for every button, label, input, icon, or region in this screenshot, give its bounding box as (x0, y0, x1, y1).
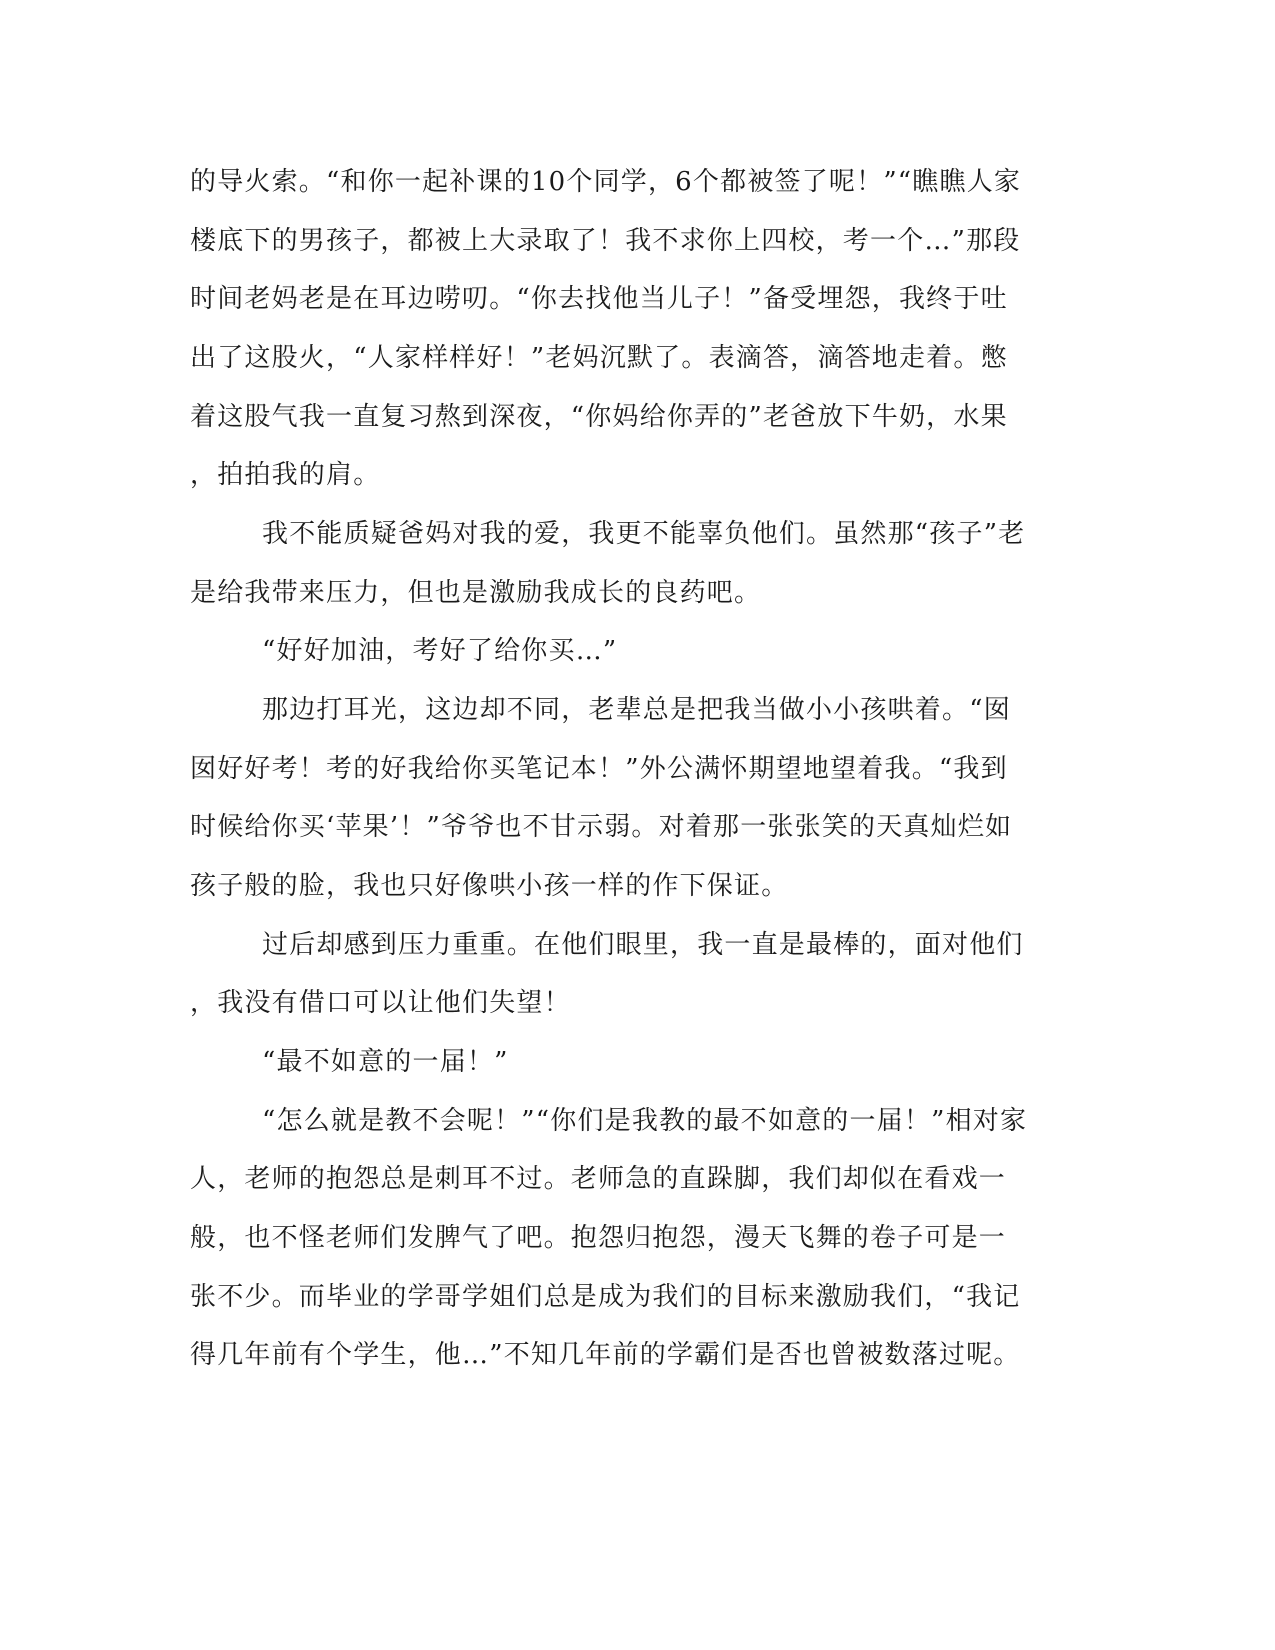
text-line: ，拍拍我的肩。 (190, 460, 381, 490)
text-line: 得几年前有个学生，他…”不知几年前的学霸们是否也曾被数落过呢。 (190, 1340, 1021, 1370)
text-line: “好好加油，考好了给你买…” (262, 636, 618, 666)
text-line: 的导火索。“和你一起补课的10个同学，6个都被签了呢！”“瞧瞧人家 (190, 167, 1022, 197)
text-line: 着这股气我一直复习熬到深夜，“你妈给你弄的”老爸放下牛奶，水果 (190, 402, 1008, 432)
text-line: “怎么就是教不会呢！”“你们是我教的最不如意的一届！”相对家 (262, 1106, 1028, 1136)
text-line: 是给我带来压力，但也是激励我成长的良药吧。 (190, 578, 762, 608)
text-line: 我不能质疑爸妈对我的爱，我更不能辜负他们。虽然那“孩子”老 (262, 519, 1026, 549)
text-line: 张不少。而毕业的学哥学姐们总是成为我们的目标来激励我们，“我记 (190, 1282, 1021, 1312)
text-line: 囡好好考！考的好我给你买笔记本！”外公满怀期望地望着我。“我到 (190, 754, 1008, 784)
text-line: 人，老师的抱怨总是刺耳不过。老师急的直跺脚，我们却似在看戏一 (190, 1164, 1007, 1194)
text-line: 般，也不怪老师们发脾气了吧。抱怨归抱怨，漫天飞舞的卷子可是一 (190, 1223, 1007, 1253)
text-line: 时候给你买‘苹果’！”爷爷也不甘示弱。对着那一张张笑的天真灿烂如 (190, 812, 1013, 842)
text-line: 楼底下的男孩子，都被上大录取了！我不求你上四校，考一个…”那段 (190, 226, 1021, 256)
text-line: 那边打耳光，这边却不同，老辈总是把我当做小小孩哄着。“囡 (262, 695, 1011, 725)
text-line: 过后却感到压力重重。在他们眼里，我一直是最棒的，面对他们 (262, 930, 1024, 960)
text-line: “最不如意的一届！” (262, 1047, 509, 1077)
text-line: 孩子般的脸，我也只好像哄小孩一样的作下保证。 (190, 871, 789, 901)
text-line: 出了这股火，“人家样样好！”老妈沉默了。表滴答，滴答地走着。憋 (190, 343, 1008, 373)
text-line: 时间老妈老是在耳边唠叨。“你去找他当儿子！”备受埋怨，我终于吐 (190, 284, 1008, 314)
text-line: ，我没有借口可以让他们失望！ (190, 988, 571, 1018)
